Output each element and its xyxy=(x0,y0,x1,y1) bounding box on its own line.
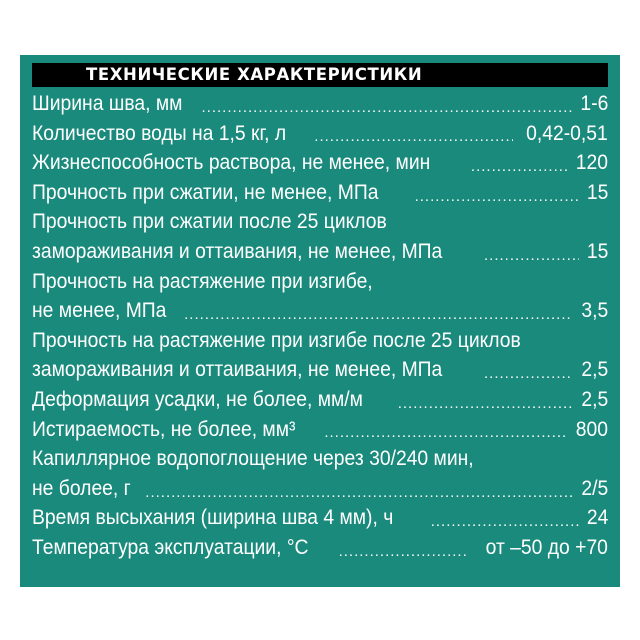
dot-leader xyxy=(471,157,567,177)
spec-row xyxy=(32,474,608,504)
spec-row xyxy=(32,533,608,563)
spec-row xyxy=(32,503,608,533)
spec-label: Количество воды на 1,5 кг, л xyxy=(32,121,287,145)
spec-value: 800 xyxy=(575,417,608,441)
spec-label: Ширина шва, мм xyxy=(32,92,183,115)
spec-panel xyxy=(20,55,620,587)
dot-leader xyxy=(431,512,579,532)
spec-row xyxy=(32,296,608,326)
dot-leader xyxy=(145,483,573,503)
dot-leader xyxy=(484,364,573,384)
spec-row-continued xyxy=(32,207,608,237)
spec-label-line1: Капиллярное водопоглощение через 30/240 мин, xyxy=(32,447,474,471)
spec-value: 2,5 xyxy=(581,358,608,382)
spec-row xyxy=(32,119,608,149)
spec-value: 24 xyxy=(586,506,608,530)
header-bar xyxy=(32,63,608,87)
spec-label-line1: Прочность при сжатии после 25 циклов xyxy=(32,210,387,234)
spec-row-continued xyxy=(32,326,608,356)
spec-label: Температура эксплуатации, °С xyxy=(32,535,309,559)
spec-label-line1: Прочность на растяжение при изгибе, xyxy=(32,269,373,293)
spec-value: 3,5 xyxy=(581,299,608,323)
spec-value: 2,5 xyxy=(581,387,608,411)
spec-row xyxy=(32,385,608,415)
header-title: ТЕХНИЧЕСКИЕ ХАРАКТЕРИСТИКИ xyxy=(86,65,423,84)
spec-label: замораживания и оттаивания, не менее, МПа xyxy=(32,358,443,382)
dot-leader xyxy=(184,305,573,325)
dot-leader xyxy=(339,542,470,562)
dot-leader xyxy=(415,187,579,207)
spec-value: 15 xyxy=(586,239,608,263)
dot-leader xyxy=(324,423,567,443)
spec-label-line1: Прочность на растяжение при изгибе после 25 циклов xyxy=(32,328,521,352)
spec-label: Истираемость, не более, мм³ xyxy=(32,417,296,441)
spec-row-continued xyxy=(32,267,608,297)
spec-value: 1-6 xyxy=(580,92,608,115)
spec-row xyxy=(32,355,608,385)
spec-list xyxy=(32,89,608,563)
spec-label: не более, г xyxy=(32,476,131,500)
spec-value: 0,42-0,51 xyxy=(526,121,608,145)
dot-leader xyxy=(484,246,579,266)
spec-value: 2/5 xyxy=(581,476,608,500)
spec-label: не менее, МПа xyxy=(32,299,167,323)
spec-label: Прочность при сжатии, не менее, МПа xyxy=(32,180,379,204)
spec-row xyxy=(32,237,608,267)
spec-label: замораживания и оттаивания, не менее, МПа xyxy=(32,239,443,263)
spec-value: 15 xyxy=(586,180,608,204)
spec-label: Жизнеспособность раствора, не менее, мин xyxy=(32,151,431,175)
spec-row xyxy=(32,178,608,208)
spec-label: Время высыхания (ширина шва 4 мм), ч xyxy=(32,506,394,530)
spec-row xyxy=(32,89,608,119)
spec-label: Деформация усадки, не более, мм/м xyxy=(32,387,363,411)
spec-row-continued xyxy=(32,444,608,474)
spec-row xyxy=(32,415,608,445)
spec-value: от –50 до +70 xyxy=(485,535,608,559)
dot-leader xyxy=(202,98,572,118)
spec-value: 120 xyxy=(575,151,608,175)
spec-row xyxy=(32,148,608,178)
dot-leader xyxy=(314,127,513,147)
dot-leader xyxy=(398,394,573,414)
